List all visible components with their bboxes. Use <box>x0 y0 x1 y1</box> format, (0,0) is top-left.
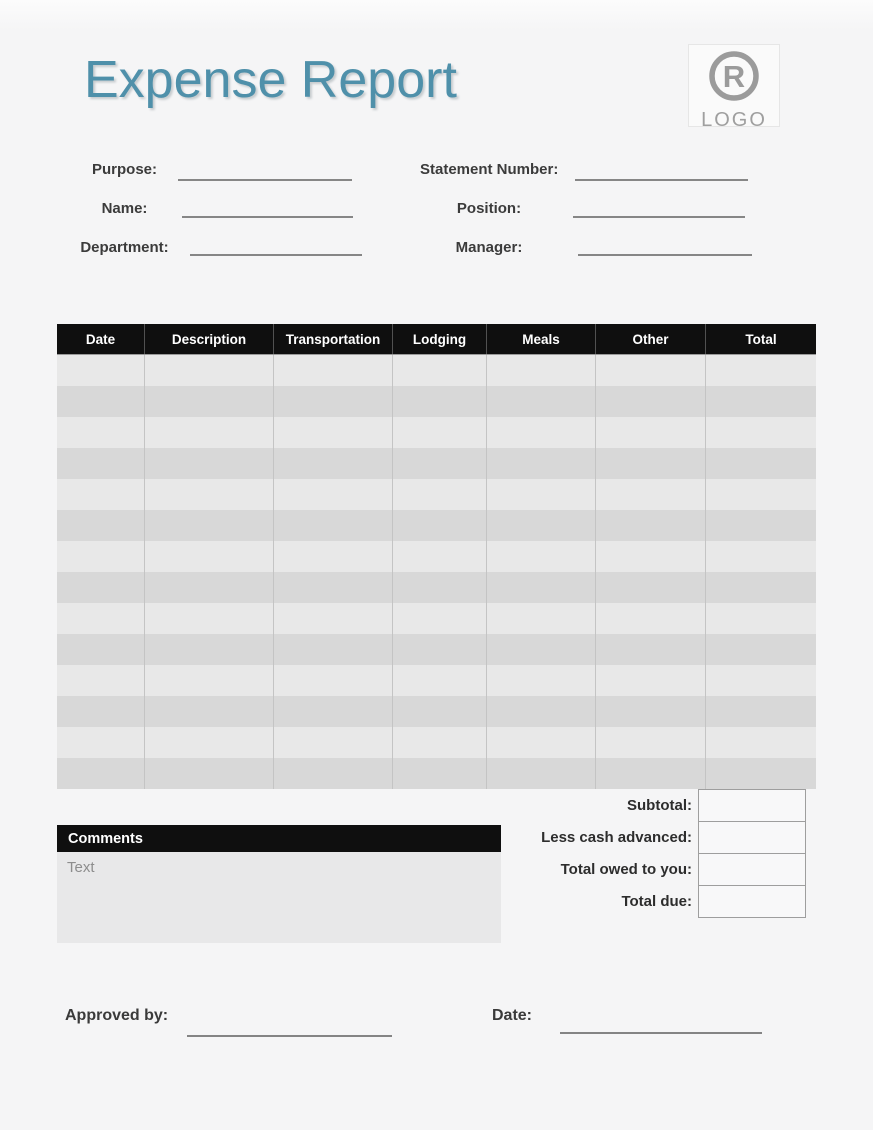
purpose-input-line[interactable] <box>178 179 352 181</box>
table-row <box>57 510 816 541</box>
summary-value-box[interactable] <box>698 821 806 854</box>
comments-textarea[interactable]: Text <box>57 852 501 943</box>
table-row <box>57 603 816 634</box>
table-cell[interactable] <box>57 448 144 479</box>
table-row <box>57 665 816 696</box>
table-row <box>57 572 816 603</box>
table-cell[interactable] <box>705 572 816 603</box>
table-cell[interactable] <box>392 510 486 541</box>
table-cell[interactable] <box>144 417 273 448</box>
purpose-label: Purpose: <box>91 161 157 178</box>
svg-text:R: R <box>722 59 746 94</box>
table-cell[interactable] <box>273 727 392 758</box>
table-cell[interactable] <box>57 727 144 758</box>
table-row <box>57 634 816 665</box>
table-cell[interactable] <box>486 541 595 572</box>
table-cell[interactable] <box>392 758 486 789</box>
table-cell[interactable] <box>595 696 705 727</box>
table-cell[interactable] <box>486 665 595 696</box>
table-cell[interactable] <box>705 448 816 479</box>
table-row <box>57 696 816 727</box>
table-cell[interactable] <box>273 417 392 448</box>
table-cell[interactable] <box>486 448 595 479</box>
comments-panel <box>57 825 501 943</box>
table-cell[interactable] <box>144 510 273 541</box>
table-cell[interactable] <box>705 541 816 572</box>
table-cell[interactable] <box>57 572 144 603</box>
table-cell[interactable] <box>392 665 486 696</box>
table-cell[interactable] <box>392 355 486 386</box>
logo-label: LOGO <box>701 109 767 131</box>
table-cell[interactable] <box>705 634 816 665</box>
table-cell[interactable] <box>486 696 595 727</box>
table-cell[interactable] <box>486 634 595 665</box>
table-cell[interactable] <box>273 510 392 541</box>
table-cell[interactable] <box>705 727 816 758</box>
table-cell[interactable] <box>595 634 705 665</box>
statement-number-label: Statement Number: <box>420 161 559 178</box>
column-header-total: Total <box>705 324 816 354</box>
table-cell[interactable] <box>57 758 144 789</box>
summary-label: Less cash advanced: <box>541 829 692 846</box>
summary-label: Total owed to you: <box>560 861 692 878</box>
table-cell[interactable] <box>273 479 392 510</box>
table-cell[interactable] <box>273 572 392 603</box>
table-cell[interactable] <box>595 417 705 448</box>
table-cell[interactable] <box>595 727 705 758</box>
table-cell[interactable] <box>595 448 705 479</box>
table-cell[interactable] <box>273 634 392 665</box>
summary-value-box[interactable] <box>698 789 806 822</box>
table-cell[interactable] <box>595 386 705 417</box>
position-input-line[interactable] <box>573 216 745 218</box>
table-cell[interactable] <box>392 696 486 727</box>
table-cell[interactable] <box>705 479 816 510</box>
summary-label: Subtotal: <box>627 797 692 814</box>
table-cell[interactable] <box>57 665 144 696</box>
table-cell[interactable] <box>144 448 273 479</box>
table-cell[interactable] <box>57 417 144 448</box>
table-cell[interactable] <box>57 510 144 541</box>
table-cell[interactable] <box>392 448 486 479</box>
table-cell[interactable] <box>392 603 486 634</box>
table-cell[interactable] <box>392 727 486 758</box>
table-cell[interactable] <box>273 758 392 789</box>
table-row <box>57 758 816 789</box>
table-cell[interactable] <box>392 479 486 510</box>
table-row <box>57 541 816 572</box>
table-cell[interactable] <box>144 634 273 665</box>
table-cell[interactable] <box>595 758 705 789</box>
registered-trademark-icon <box>707 48 761 109</box>
table-cell[interactable] <box>273 696 392 727</box>
table-cell[interactable] <box>705 417 816 448</box>
table-cell[interactable] <box>273 386 392 417</box>
logo-placeholder <box>688 44 780 131</box>
manager-input-line[interactable] <box>578 254 752 256</box>
table-cell[interactable] <box>392 417 486 448</box>
table-row <box>57 727 816 758</box>
table-row <box>57 355 816 386</box>
manager-label: Manager: <box>455 239 523 256</box>
table-cell[interactable] <box>595 572 705 603</box>
table-cell[interactable] <box>144 386 273 417</box>
table-cell[interactable] <box>144 727 273 758</box>
summary-value-box[interactable] <box>698 885 806 918</box>
approved-by-signature-line[interactable] <box>187 1035 392 1037</box>
approval-date-label: Date: <box>492 1007 533 1024</box>
summary-label: Total due: <box>621 893 692 910</box>
table-cell[interactable] <box>486 727 595 758</box>
table-cell[interactable] <box>273 541 392 572</box>
summary-row <box>420 789 814 822</box>
table-cell[interactable] <box>486 386 595 417</box>
table-row <box>57 479 816 510</box>
table-cell[interactable] <box>705 355 816 386</box>
comments-header: Comments <box>57 825 501 852</box>
column-header-other: Other <box>595 324 705 354</box>
table-cell[interactable] <box>392 634 486 665</box>
table-cell[interactable] <box>392 541 486 572</box>
table-cell[interactable] <box>486 417 595 448</box>
table-cell[interactable] <box>705 603 816 634</box>
table-cell[interactable] <box>392 386 486 417</box>
table-cell[interactable] <box>57 386 144 417</box>
table-cell[interactable] <box>57 634 144 665</box>
approved-by-label: Approved by: <box>65 1007 169 1024</box>
table-cell[interactable] <box>273 355 392 386</box>
column-header-date: Date <box>85 331 116 347</box>
page-title: Expense Report <box>84 51 457 109</box>
column-header-description: Description <box>144 324 273 354</box>
statement-number-input-line[interactable] <box>575 179 748 181</box>
table-cell[interactable] <box>595 665 705 696</box>
table-cell[interactable] <box>486 572 595 603</box>
table-cell[interactable] <box>57 355 144 386</box>
expense-table-body <box>57 354 816 789</box>
department-label: Department: <box>80 239 169 256</box>
approval-date-line[interactable] <box>560 1032 762 1034</box>
table-cell[interactable] <box>273 603 392 634</box>
table-cell[interactable] <box>57 603 144 634</box>
name-label: Name: <box>101 200 148 217</box>
table-cell[interactable] <box>144 665 273 696</box>
table-row <box>57 448 816 479</box>
summary-value-box[interactable] <box>698 853 806 886</box>
expense-table-header <box>57 324 816 354</box>
table-cell[interactable] <box>144 479 273 510</box>
table-cell[interactable] <box>144 355 273 386</box>
column-header-transportation: Transportation <box>273 324 392 354</box>
table-cell[interactable] <box>486 479 595 510</box>
table-cell[interactable] <box>144 603 273 634</box>
table-cell[interactable] <box>705 696 816 727</box>
table-cell[interactable] <box>595 510 705 541</box>
table-cell[interactable] <box>705 758 816 789</box>
table-cell[interactable] <box>273 448 392 479</box>
table-row <box>57 386 816 417</box>
table-cell[interactable] <box>57 479 144 510</box>
table-cell[interactable] <box>595 603 705 634</box>
table-cell[interactable] <box>486 355 595 386</box>
table-cell[interactable] <box>144 541 273 572</box>
table-cell[interactable] <box>595 541 705 572</box>
department-input-line[interactable] <box>190 254 362 256</box>
table-cell[interactable] <box>57 696 144 727</box>
table-cell[interactable] <box>486 758 595 789</box>
table-cell[interactable] <box>705 386 816 417</box>
column-header-meals: Meals <box>486 324 595 354</box>
table-cell[interactable] <box>273 665 392 696</box>
table-cell[interactable] <box>705 510 816 541</box>
table-cell[interactable] <box>595 479 705 510</box>
table-cell[interactable] <box>486 603 595 634</box>
position-label: Position: <box>456 200 522 217</box>
column-header-lodging: Lodging <box>392 324 486 354</box>
table-cell[interactable] <box>705 665 816 696</box>
table-cell[interactable] <box>144 758 273 789</box>
expense-table <box>57 324 816 789</box>
table-cell[interactable] <box>595 355 705 386</box>
table-cell[interactable] <box>144 696 273 727</box>
table-cell[interactable] <box>57 541 144 572</box>
table-row <box>57 417 816 448</box>
name-input-line[interactable] <box>182 216 353 218</box>
table-cell[interactable] <box>392 572 486 603</box>
table-cell[interactable] <box>486 510 595 541</box>
table-cell[interactable] <box>144 572 273 603</box>
